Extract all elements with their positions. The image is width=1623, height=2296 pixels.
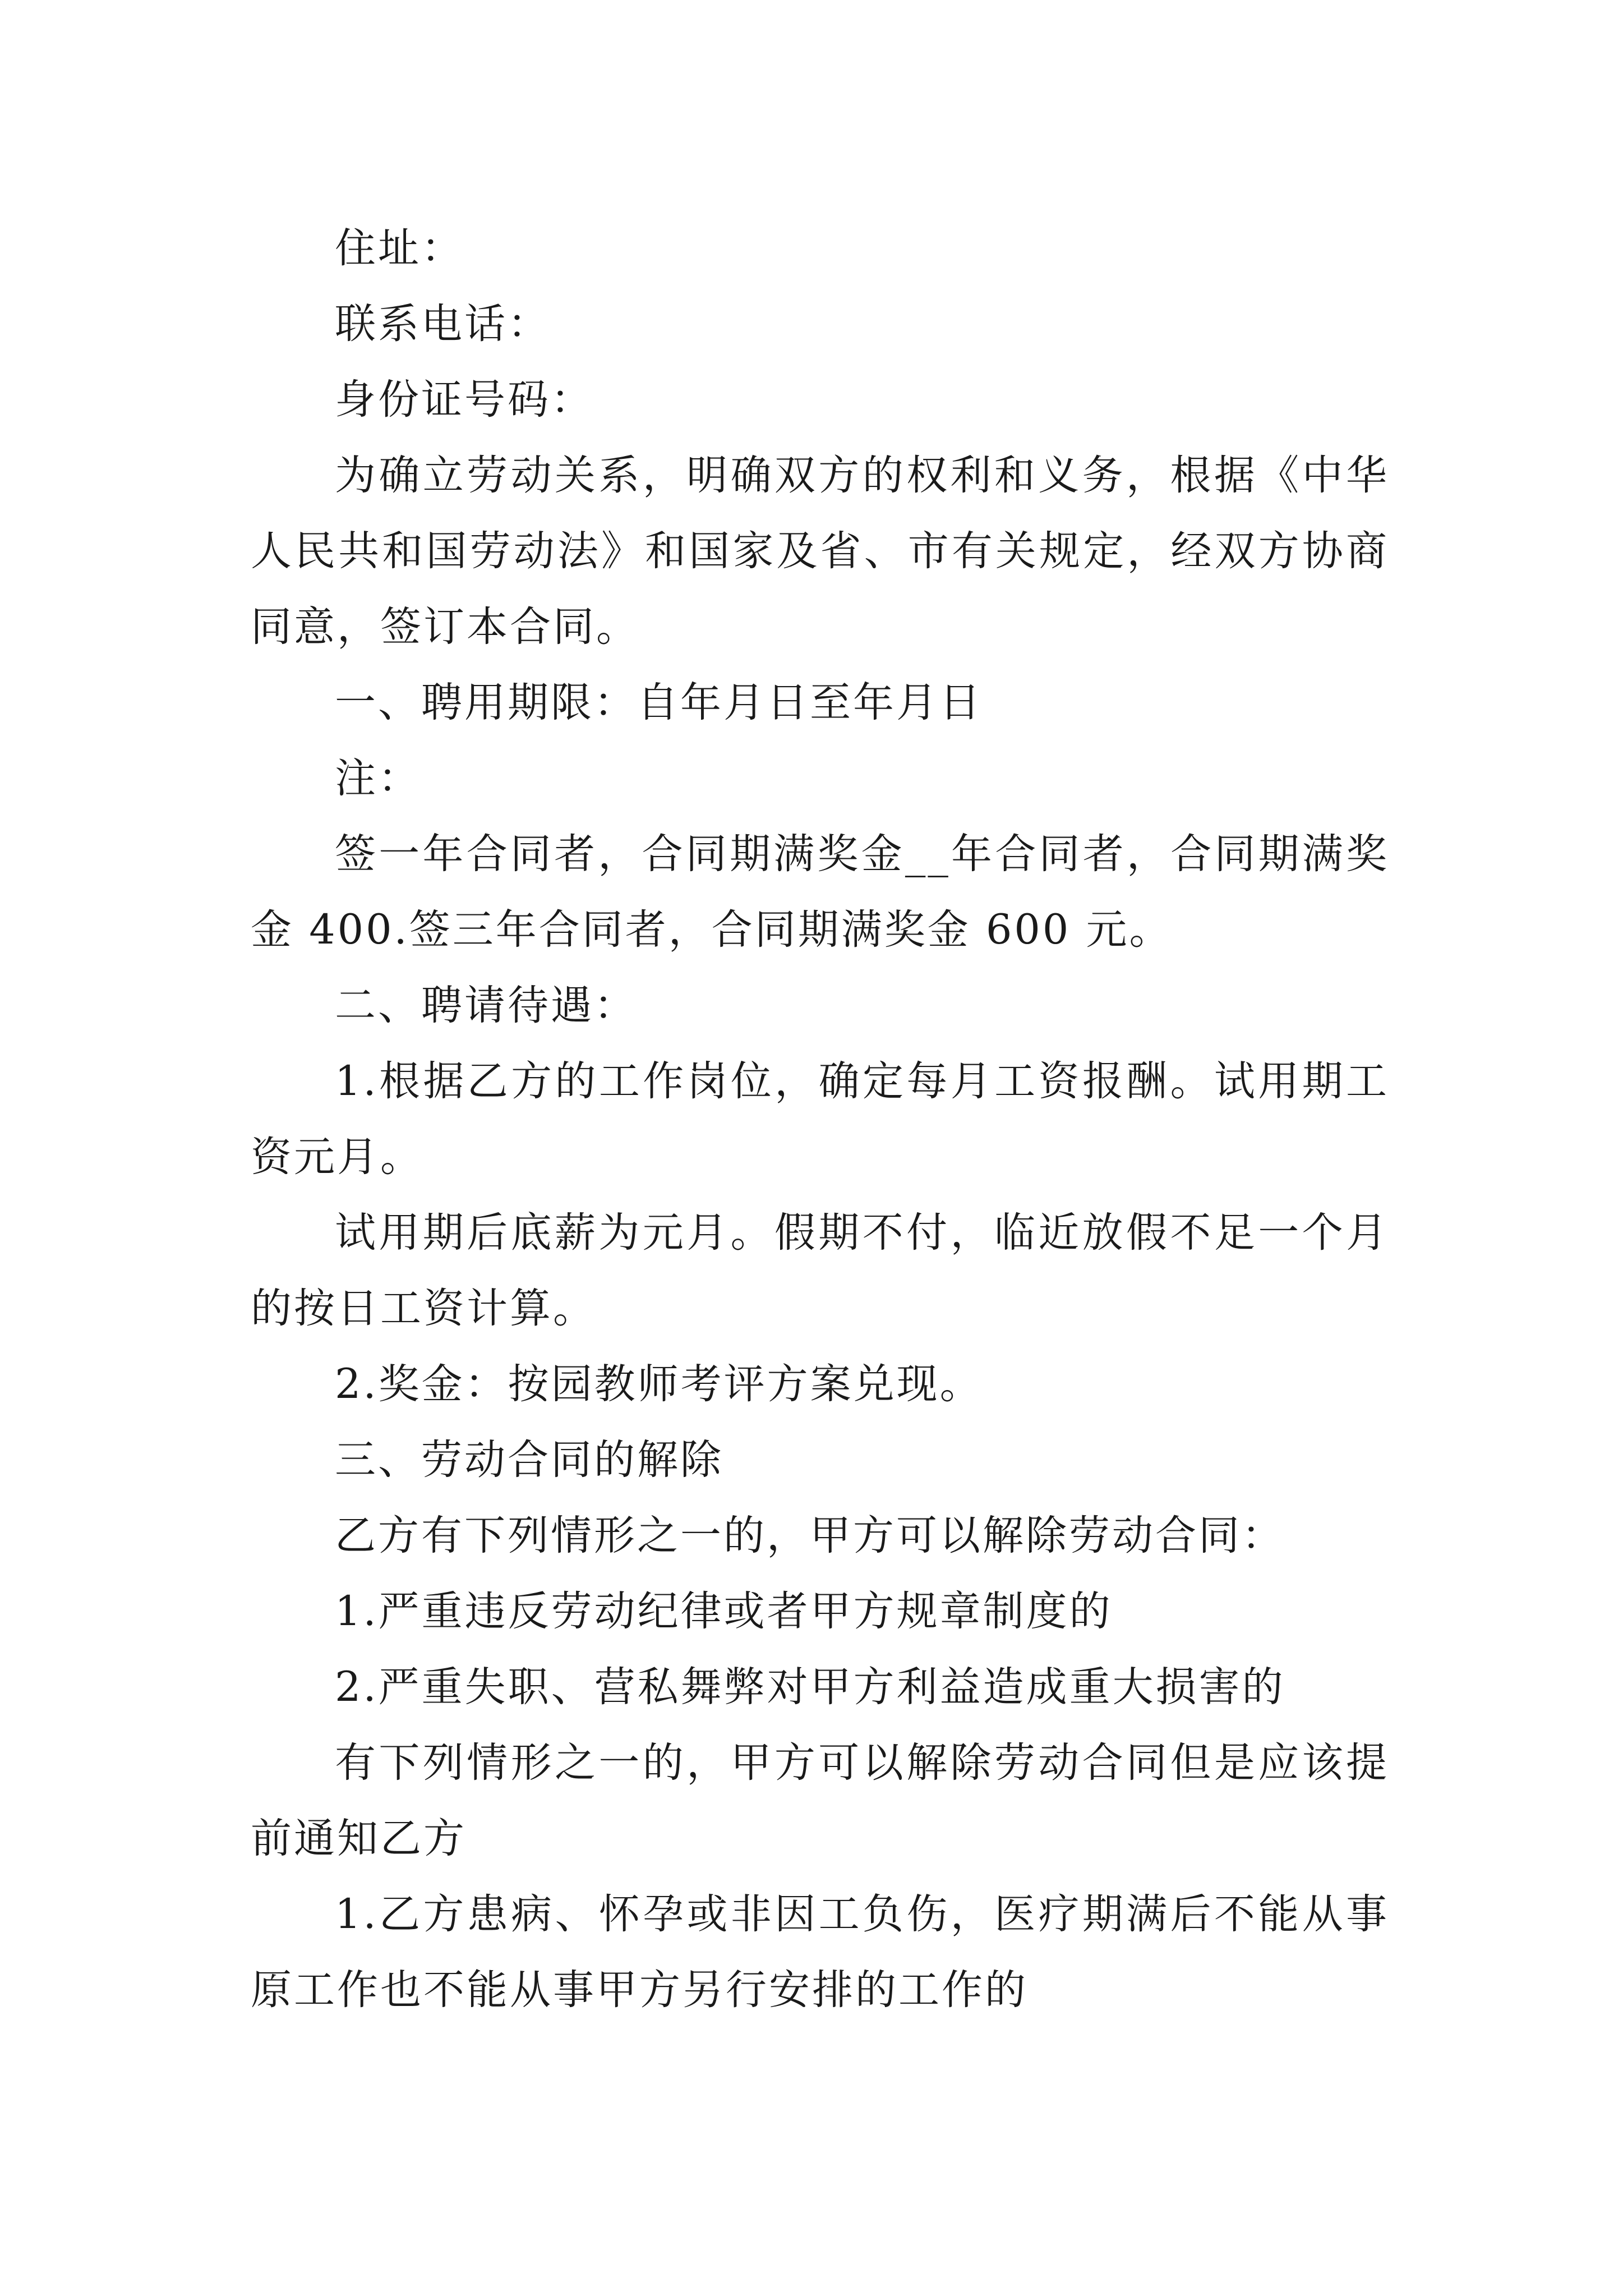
bonus-clause: 2.奖金：按园教师考评方案兑现。 (335, 1360, 983, 1408)
salary-clause: 1.根据乙方的工作岗位，确定每月工资报酬。试用期工资元月。 (251, 1057, 1389, 1181)
notice-termination-intro: 有下列情形之一的，甲方可以解除劳动合同但是应该提前通知乙方 (251, 1739, 1389, 1862)
id-number-label: 身份证号码： (335, 376, 594, 424)
notice-termination-item-1: 1.乙方患病、怀孕或非因工负伤，医疗期满后不能从事原工作也不能从事甲方另行安排的工作的 (251, 1890, 1389, 2014)
phone-label: 联系电话： (335, 300, 551, 348)
note-label: 注： (335, 754, 421, 802)
termination-intro: 乙方有下列情形之一的，甲方可以解除劳动合同： (335, 1512, 1285, 1559)
section-2-heading: 二、聘请待遇： (335, 982, 637, 1029)
termination-item-1: 1.严重违反劳动纪律或者甲方规章制度的 (335, 1588, 1113, 1635)
termination-item-2: 2.严重失职、营私舞弊对甲方利益造成重大损害的 (335, 1663, 1285, 1711)
address-label: 住址： (335, 224, 464, 272)
document-body (251, 210, 1389, 2028)
section-1-heading: 一、聘用期限：自年月日至年月日 (335, 679, 983, 726)
base-pay-clause: 试用期后底薪为元月。假期不付，临近放假不足一个月的按日工资计算。 (251, 1209, 1389, 1332)
bonus-note-paragraph: 签一年合同者，合同期满奖金__年合同者，合同期满奖金 400.签三年合同者，合同期满奖金 600 元。 (251, 830, 1389, 954)
preamble-paragraph: 为确立劳动关系，明确双方的权利和义务，根据《中华人民共和国劳动法》和国家及省、市有关规定，经双方协商同意，签订本合同。 (251, 452, 1389, 651)
section-3-heading: 三、劳动合同的解除 (335, 1436, 723, 1484)
